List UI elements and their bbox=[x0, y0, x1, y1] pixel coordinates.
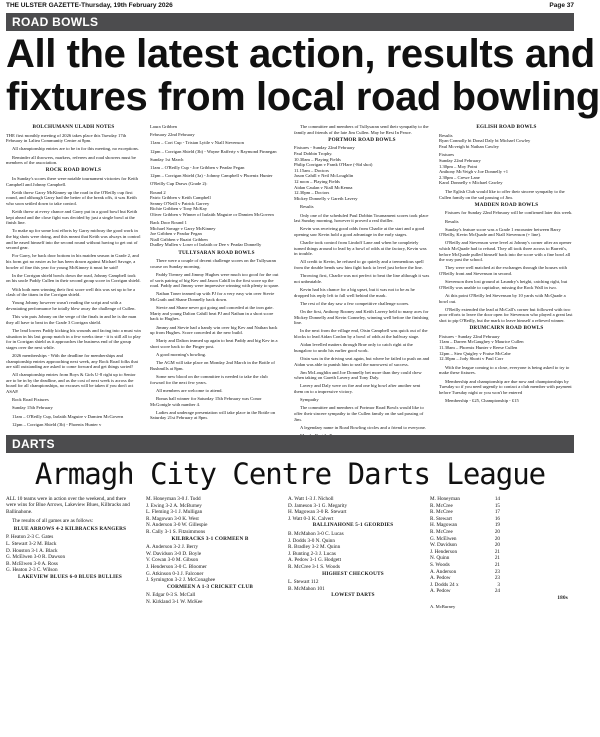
paragraph: Dudley Mullen v Loser of Iarlaith or Dee v Peadar Donnelly bbox=[150, 242, 262, 248]
section-heading: ROCK ROAD BOWLS bbox=[45, 167, 102, 174]
paragraph: All members are welcome to attend. bbox=[156, 387, 223, 393]
line: Patric Gribben v Keith Campbell bbox=[150, 195, 211, 201]
player-name: W. Davidson bbox=[430, 542, 457, 549]
list-item: J. Ewing 3-2 A. McBurney bbox=[146, 502, 202, 509]
paragraph: 12pm – Corrigan Shield (3a) - Johnny Campbell v Phoenix Hunter bbox=[150, 173, 273, 179]
line: Fixtures bbox=[439, 152, 455, 158]
paragraph: THE first monthly meeting of 2026 takes place this Tuesday 17th February in Laltea Community Centre at 8pm. bbox=[6, 132, 127, 144]
paragraph: Some new blood on the committee is needed to take the club forward for the next few years. bbox=[150, 374, 268, 385]
paragraph: Oliver Gribben v Winner of Iarlaith Maguire or Damien McGovern bbox=[150, 211, 274, 217]
line: Sunday 22nd February bbox=[439, 157, 481, 163]
paragraph: With the league coming to a close, everyone is being asked to try to make these fixtures. bbox=[439, 364, 570, 376]
line: Anthony McVeigh v Joe Donnelly +1 bbox=[439, 169, 509, 175]
paragraph: The lead lowers Paddy kicking his wounds and facing into a must win situation in his last group match in a few weeks time - it is still all to play for in Corrigan shield as it approaches the business end of the group stages over the next while. bbox=[6, 327, 141, 350]
paragraph: Paddy Tierney and Jimmy Hughes were much too good for the out of sorts pairing of big Kev and Jason Cahill in the first score up the road. Paddy and Jimmy were impressive winning with plenty to spare. bbox=[150, 272, 280, 289]
line: 12 noon – Playing Fields bbox=[294, 178, 340, 184]
paragraph: Lavery and Daly were on fire and one big bowl after another sent them on to a impressive victory. bbox=[294, 383, 421, 395]
paragraph: Bonus ball winner for Saturday 15th February was Conor McGonigle with number 4. bbox=[150, 396, 262, 407]
dart-count: 15 bbox=[494, 502, 500, 509]
result-list bbox=[288, 531, 418, 571]
line: Aidan Caulan v Niall McKenna bbox=[294, 184, 353, 190]
list-item: J. Watt 0-3 K. Calvert bbox=[288, 515, 334, 522]
result-list bbox=[288, 496, 418, 522]
player-name: R. McCree bbox=[430, 528, 453, 535]
section-heading: HIGHEST CHECKOUTS bbox=[322, 570, 384, 577]
dart-count: 24 bbox=[494, 588, 500, 595]
list-item: N. Anderson 3-0 W. Gillespie bbox=[146, 522, 208, 529]
list-item bbox=[430, 588, 500, 595]
paragraph: Marty and Dalton teamed up again to beat Paddy and big Kev in a short score back to the Finger post. bbox=[150, 338, 278, 349]
line: 12.30pm – Doctors bbox=[294, 190, 330, 196]
player-name: J. Henderson bbox=[430, 548, 458, 555]
paragraph: A good morning's bowling. bbox=[156, 352, 207, 358]
line: Philip Corrigan v Frank O'Hare (-8td shot) bbox=[294, 162, 373, 168]
dart-count: 21 bbox=[494, 561, 500, 568]
list-item bbox=[430, 562, 500, 569]
paragraph: Only one of the scheduled Paul Dobbin Tournament scores took place last Sunday morning, however it proved a real thriller. bbox=[294, 212, 429, 224]
player-name: G. McElwen bbox=[430, 535, 457, 542]
list-item bbox=[430, 582, 500, 589]
line: 11.15am – Doctors bbox=[294, 167, 329, 173]
line: 10.30am – Playing Fields bbox=[294, 156, 341, 162]
list-item: A. Watt 1-3 J. Nicholl bbox=[288, 496, 334, 502]
darts-column-1 bbox=[6, 496, 134, 734]
darts-column-4 bbox=[430, 496, 574, 734]
paragraph: Jim McLoughlin and Joe Donnelly bet more than they could chew when taking on Gareth Lavery and Tony Daly. bbox=[294, 369, 422, 381]
paragraph: February 22nd February bbox=[150, 132, 195, 138]
list-item: R. Cally 3-1 S. Fitzsimmons bbox=[146, 528, 206, 535]
headline-line-1: All the latest action, results and bbox=[6, 32, 595, 76]
paragraph: Sunday 15th February bbox=[12, 405, 53, 411]
paragraph: All championship entries are to be in for this meeting, no exceptions. bbox=[12, 146, 139, 152]
paragraph: The Eglish Club would like to offer their sincere sympathy to the Cullen family on the sad passing of Jim. bbox=[439, 188, 565, 200]
player-name: S. Woods bbox=[430, 561, 450, 568]
section-bar-darts: DARTS bbox=[6, 435, 574, 453]
section-heading: BOLCHUMANN ULADH NOTES bbox=[32, 124, 115, 130]
dart-count: 23 bbox=[494, 575, 500, 582]
dart-count: 21 bbox=[494, 555, 500, 562]
paragraph: Laura Gribben bbox=[150, 124, 177, 129]
section-heading: EGLISH ROAD BOWLS bbox=[476, 124, 537, 130]
player-name: M. Honeyman bbox=[430, 496, 460, 502]
list-item bbox=[430, 529, 500, 536]
paragraph: A legendary name in Road Bowling circles and a friend to everyone. bbox=[300, 424, 427, 430]
paragraph: Sympathy bbox=[300, 397, 319, 403]
line: Fixtures - Sunday 22nd February bbox=[439, 333, 500, 339]
dart-count: 14 bbox=[494, 496, 500, 502]
paragraph: For Garry, he back door bottom in his maiden season in Grade 2, and his form got no easier as he has been drawn against Michael Savage, a bowler of fine this year for young McKinney it must be said! bbox=[6, 253, 139, 270]
list-item: H. Magowan 3-0 R. Stewart bbox=[288, 509, 347, 516]
list-item: R. Magowan 3-0 K. West bbox=[146, 515, 199, 522]
line: 11am – Darren McGaughey v Maurice Cullen bbox=[439, 339, 524, 345]
paragraph: This win puts Johnny on the verge of the finals in and he is the man they all have to beat in the Grade 3 Corrigan shield. bbox=[6, 314, 137, 325]
paragraph: On the first, Anthony Rooney and Keith Lavery held to many aces for Mickey Donnelly and Kevin Conneley, winning well before the finishing line. bbox=[294, 308, 429, 326]
list-item: V. Cowan 3-0 M. Gibson bbox=[146, 557, 199, 564]
list-item bbox=[430, 536, 500, 543]
list-item: N. Edgar 0-3 S. McCall bbox=[146, 592, 196, 599]
paragraph: Kevin had his chance for a big upset, but it was not to be as he dropped his reply left to fall well behind the mark. bbox=[294, 287, 415, 298]
result-list bbox=[6, 534, 134, 574]
dart-count: 20 bbox=[494, 528, 500, 535]
line: Seamy O'Neill v Patrick Garvey bbox=[150, 200, 210, 206]
player-name: R. McCree bbox=[430, 509, 453, 516]
paragraph: The committee and members of Tullysaran send their sympathy to the family and friends of the late Jim Cullen. May he Rest In Peace. bbox=[294, 124, 429, 135]
paragraph: Throwing first, Charlie was not perfect to beat the line although it was not unbeatable. bbox=[294, 273, 430, 284]
line: 1.30pm – Moy Point bbox=[439, 163, 478, 169]
list-item: D. Houston 3-1 A. Black bbox=[6, 547, 58, 554]
list-item bbox=[430, 503, 500, 510]
paragraph: In the next from the village end, Oisin Campbell was quick out of the blocks to lead Aidan Conlon by a bowl of odds at the halfway stage. bbox=[294, 328, 428, 339]
dart-count: 23 bbox=[494, 568, 500, 575]
line: Niall Gribben v Ruairi Gribben bbox=[150, 236, 208, 242]
line: Jason Cahill v Neil McLoughlin bbox=[294, 173, 354, 179]
paragraph: Reminder all throwers, markers, referees and road showers must be members of the association. bbox=[6, 154, 136, 166]
column-4 bbox=[439, 124, 574, 432]
list-item: B. McElwen 3-0 A. Ross bbox=[6, 560, 58, 567]
paragraph: Kevin was receiving good odds from Charlie at the start and a good opening saw Kevin hold a good advantage in the early stages. bbox=[294, 226, 425, 237]
section-heading: 180s bbox=[557, 594, 568, 601]
list-item: W. Davidson 3-0 D. Boyle bbox=[146, 550, 202, 557]
paragraph: 12pm – Corrigan Shield (3b) - Wayne Rafferty v Raymond Finnegan bbox=[150, 148, 277, 154]
section-heading: BALLINAHONE 5-1 GEORDIES bbox=[312, 522, 394, 529]
section-heading: PORTMOR ROAD BOWLS bbox=[328, 136, 396, 143]
paragraph: Nathan Toner teamed up with PJ for a very easy win over Stevie McGrath and Shane Donnelly back down. bbox=[150, 291, 275, 302]
line: Joe Gribben v Peadar Fegan bbox=[150, 231, 202, 237]
list-item: P. Heaton 2-3 C. Gates bbox=[6, 534, 54, 541]
paragraph: Charlie took control from Lindoff Lane and when he completely turned things around to lead by a bowl of odds at the factory, Kevin was in trouble. bbox=[294, 240, 427, 257]
paragraph: With both men winning their first score well this was set up to be a clash of the titans in the Corrigan shield. bbox=[6, 286, 136, 298]
paragraph: To make up for some lost efforts by Garry midway the good work in the big shots were doing, and this meant that Keith was always in control and he eased himself into the second round without having to get out of second gear. bbox=[6, 228, 141, 251]
column-3 bbox=[294, 124, 430, 432]
list-item: B. McMahon 101 bbox=[288, 585, 325, 592]
paragraph: Membership and championship are due now and championships by Tuesday so if you need urgently to contact a club member with payment before Tuesday night or you won't be entered bbox=[439, 378, 572, 395]
section-heading: LAKEVIEW BLUES 6-0 BLUES BULLIES bbox=[17, 573, 123, 580]
section-heading: TULLYSARAN ROAD BOWLS bbox=[178, 249, 255, 256]
lowest-darts-list bbox=[430, 496, 500, 595]
paragraph: The committee and members of Portmor Road Bowls would like to offer their sincere sympathy to the Cullen family on the sad passing of Jim. bbox=[294, 405, 424, 422]
player-name: J. Dodds 24 x bbox=[430, 581, 459, 588]
result-list bbox=[288, 579, 418, 592]
line: Fixtures - Sunday 22nd February bbox=[294, 145, 355, 151]
paragraph: 12pm – Corrigan Shield (3b) - Phoenix Hunter v bbox=[12, 421, 102, 427]
section-heading: LOWEST DARTS bbox=[331, 592, 375, 599]
paragraph: They were well matched at the exchanges through the houses with O'Reilly front and Stevenson in second. bbox=[439, 265, 567, 277]
list-item: A. Anderson 3-2 J. Berry bbox=[146, 544, 199, 551]
paragraph: O'Reilly Cup Draws (Grade 2): bbox=[150, 181, 208, 187]
player-name: A. Anderson bbox=[430, 568, 457, 575]
dart-count: 21 bbox=[494, 548, 500, 555]
line: Paul Dobbin Trophy. bbox=[294, 150, 333, 156]
paragraph: 11am – O'Reilly Cup - Joe Gribben v Peadar Fegan bbox=[150, 164, 245, 170]
result-list bbox=[146, 592, 274, 605]
paragraph: Keith threw Garry McKinney up the road in the O'Reilly cup first round, and although Garry had the better of the break offs, it was Keith who soon settled down to take control. bbox=[6, 189, 137, 206]
line: Karol Donnelly v Michael Cawley bbox=[439, 180, 503, 186]
result-list bbox=[146, 544, 274, 584]
section-heading: CORMEEN A 1-3 CRICKET CLUB bbox=[166, 583, 254, 590]
line: Michael Savage v Garry McKinney bbox=[150, 225, 216, 231]
line: 2.30pm – Crewe Lane bbox=[439, 174, 480, 180]
list-item: G. McElwen 3-0 R. Dawson bbox=[6, 554, 66, 561]
section-heading: DRUMCAIRN ROAD BOWLS bbox=[469, 325, 544, 332]
list-item bbox=[430, 509, 500, 516]
paragraph: O'Reilly and Stevenson were level at Johnny's corner after an opener which McQuade had to refund. They all took three across to Barrett's, before McQuade pulled himself back into the score with a fine bowl all the way past the school. bbox=[439, 240, 572, 263]
list-item: J. Bunting 2-3 J. Lucas bbox=[288, 550, 336, 557]
line: Richie Gribben v Tony McKay bbox=[150, 206, 208, 212]
darts-column-3 bbox=[288, 496, 418, 734]
list-item: J. Symington 3-2 J. McConaghee bbox=[146, 577, 216, 584]
page-header bbox=[6, 2, 574, 12]
paragraph: The AGM will take place on Monday 2nd March in the Bottle of Bushmills at 8pm. bbox=[150, 360, 275, 371]
section-heading: BLUE ARROWS 4-2 KILBRACKS RANGERS bbox=[13, 525, 127, 532]
paragraph: All credit to Kevin, he refused to go quietly and a tremendous spell from the double bends saw him fight back to level just before the line. bbox=[294, 259, 424, 271]
paragraph: Stevenson then lost ground at Laundry's height, catching right, but O'Reilly was unable to capitalise, missing the Rock Wall in two. bbox=[439, 279, 568, 290]
paragraph: Fixtures for Sunday 22nd February will be confirmed later this week. bbox=[445, 210, 573, 216]
paragraph: Oisin was in the driving seat again, but where he failed to push on and Aidan was able to punish him to seal the narrowest of success. bbox=[294, 355, 430, 367]
list-item: M. Honeyman 3-0 J. Todd bbox=[146, 496, 201, 502]
list-item: L. Stewart 112 bbox=[288, 579, 319, 586]
headline bbox=[6, 32, 600, 119]
dart-count: 3 bbox=[497, 581, 500, 588]
darts-column-2 bbox=[146, 496, 274, 734]
paragraph: Results bbox=[445, 218, 459, 224]
section-heading: MADDEN ROAD BOWLS bbox=[474, 201, 539, 208]
dart-count: 16 bbox=[494, 515, 500, 522]
player-name: A. Pedow bbox=[430, 575, 451, 582]
result-list bbox=[146, 496, 274, 536]
list-item bbox=[430, 516, 500, 523]
list-item: B. McMahon 3-0 C. Lucas bbox=[288, 530, 344, 537]
paragraph: In Sunday's scores there were notable tournament victories for Keith Campbell and Johnny Campbell. bbox=[6, 175, 138, 187]
paragraph: Rock Road Fixtures bbox=[12, 397, 49, 403]
paper-date: THE ULSTER GAZETTE-Thursday, 19th February 2026 bbox=[6, 2, 173, 9]
darts-headline: Armagh City Centre Darts League bbox=[34, 457, 546, 491]
player-name: R. McCree bbox=[430, 502, 453, 509]
paragraph: Sunday's feature score was a Grade 1 encounter between Barry O'Reilly, Kevin McQuade and Niall Stevenson (+ line). bbox=[439, 226, 561, 238]
dart-count: 20 bbox=[494, 542, 500, 549]
player-name: H. Magowan bbox=[430, 522, 458, 529]
page-number: Page 37 bbox=[549, 2, 574, 9]
player-name: N. Quinn bbox=[430, 555, 450, 562]
headline-line-2: fixtures from local road bowling bbox=[6, 75, 600, 119]
list-item bbox=[430, 575, 500, 582]
list-item: J. Dodds 3-0 N. Quinn bbox=[288, 537, 335, 544]
line: A. McBurney bbox=[430, 603, 456, 609]
line: Results bbox=[439, 132, 453, 138]
player-name: A. Pedow bbox=[430, 588, 451, 595]
paragraph: Membership - £25, Championship - £15 bbox=[445, 397, 519, 403]
paragraph: All championship entries from Boys & Girls U-8 right up to Senior are to be in by the deadline, and as the cost of next week is across the board for all championships, no excuses will be taken if you don't act ASAP. bbox=[6, 372, 136, 395]
dart-count: 19 bbox=[494, 522, 500, 529]
list-item: G. Heaton 2-3 C. Wilson bbox=[6, 567, 58, 574]
dart-count: 17 bbox=[494, 509, 500, 516]
line: 12.30pm – Jody Shortt v Paul Corr bbox=[439, 356, 504, 362]
list-item bbox=[430, 569, 500, 576]
list-item: J. Henderson 3-0 C. Bloomer bbox=[146, 563, 207, 570]
section-heading: KILBRACKS 3-1 CORMEEN B bbox=[171, 535, 249, 542]
list-item: R. McCree 3-1 S. Woods bbox=[288, 563, 340, 570]
paragraph: Ladies and underage presentation will take place in the Bottle on Saturday 21st February at 8pm. bbox=[150, 409, 276, 421]
paragraph: Keith threw at every chance and Garry put in a good bowl but Keith kept ahead and the close fight was decided by just a single bowl at the finish line. bbox=[6, 209, 138, 226]
paragraph: Aidan levelled matters through Brae only to catch right at the bungalow to undo his earlier good work. bbox=[294, 342, 413, 353]
line: Round 2 bbox=[150, 189, 166, 195]
paragraph: Stevie and Shane never got going and conceded at the iron gate. Marty and young Dalton Cahill beat PJ and Nathan in a short score back to Hughes. bbox=[150, 305, 274, 322]
line: Mickey Donnelly v Gareth Lavery bbox=[294, 195, 358, 201]
paragraph: Sunday 1st March bbox=[150, 156, 184, 162]
list-item: R. Bradley 3-2 M. Quinn bbox=[288, 544, 341, 551]
list-item bbox=[430, 522, 500, 529]
paragraph: ALL 10 teams were in action over the weekend, and there were wins for Blue Arrows, Lakeview Blues, Kilbracks and Ballinahone. bbox=[6, 496, 130, 515]
list-item bbox=[430, 549, 500, 556]
paragraph: Jimmy and Stevie had a handy win over big Kev and Nathan back up from Hughes. Score conceded at the new build. bbox=[150, 324, 278, 336]
column-1 bbox=[6, 124, 141, 432]
list-item: G. Atkinson 0-3 J. Falconer bbox=[146, 570, 204, 577]
column-2 bbox=[150, 124, 283, 432]
section-bar-road-bowls: ROAD BOWLS bbox=[6, 13, 574, 31]
line: Paul Mcveigh bt Nathan Cawley bbox=[439, 143, 499, 149]
line: 12pm – Steo Quigley v Fraise McCabe bbox=[439, 350, 511, 356]
list-item bbox=[430, 496, 500, 503]
paragraph: There were a couple of decent challenge scores on the Tullysaran course on Sunday morning. bbox=[150, 258, 276, 269]
paragraph: At this point O'Reilly led Stevenson by 10 yards with McQuade a bowl out. bbox=[439, 293, 566, 304]
paragraph: The rest of the day saw a few competitive challenge scores. bbox=[300, 300, 410, 306]
list-item bbox=[430, 555, 500, 562]
line: Ryan Connolly bt Donal Daly bt Michael Cowley bbox=[439, 138, 531, 144]
paragraph: The results of all games are as follows: bbox=[12, 517, 94, 524]
list-item: N. Kirkland 3-1 W. McKee bbox=[146, 598, 203, 605]
paragraph: Young Johnny however wasn't reading the script and with a devastating performance he totally blew away the challenge of Cullen. bbox=[6, 300, 136, 311]
list-item: A. Pedow 3-1 G. Hodgett bbox=[288, 557, 342, 564]
paragraph: 11am – Cort Cup - Tristan Lyttle v Niall Stevenson bbox=[150, 140, 244, 146]
list-item: L. Stewart 3-2 M. Black bbox=[6, 541, 57, 547]
line: Back Door Round 1 bbox=[150, 220, 187, 226]
list-item: D. Jameson 3-1 G. Megarity bbox=[288, 502, 348, 509]
paragraph: 2026 memberships - With the deadline for memberships and championship entries approaching next week, any Rock Road folks that are still outstanding are asked to come forward and get things sorted! bbox=[6, 352, 138, 370]
paragraph: O'Reilly extended the lead at McCall's corner but followed with two poor efforts to leave the door open for Stevenson who played a great last shot to pip O'Reilly, but the mark to leave himself a relieved winner. bbox=[439, 306, 573, 323]
dart-count: 20 bbox=[494, 535, 500, 542]
player-name: R. Stewart bbox=[430, 515, 452, 522]
list-item bbox=[430, 542, 500, 549]
line: 11.30am – Phoenix Hunter v Reese Cullen bbox=[439, 344, 518, 350]
paragraph: In the Corrigan shield bowls down the road, Johnny Campbell took on his uncle Paddy Cullen in their second group score in Corrigan shield. bbox=[6, 272, 141, 284]
paragraph: Results bbox=[300, 204, 314, 210]
list-item: L. Fleming 3-1 J. Mulligan bbox=[146, 509, 203, 516]
paragraph: 11am – O'Reilly Cup, Iarlaith Maguire v Damien McGovern bbox=[12, 413, 124, 419]
